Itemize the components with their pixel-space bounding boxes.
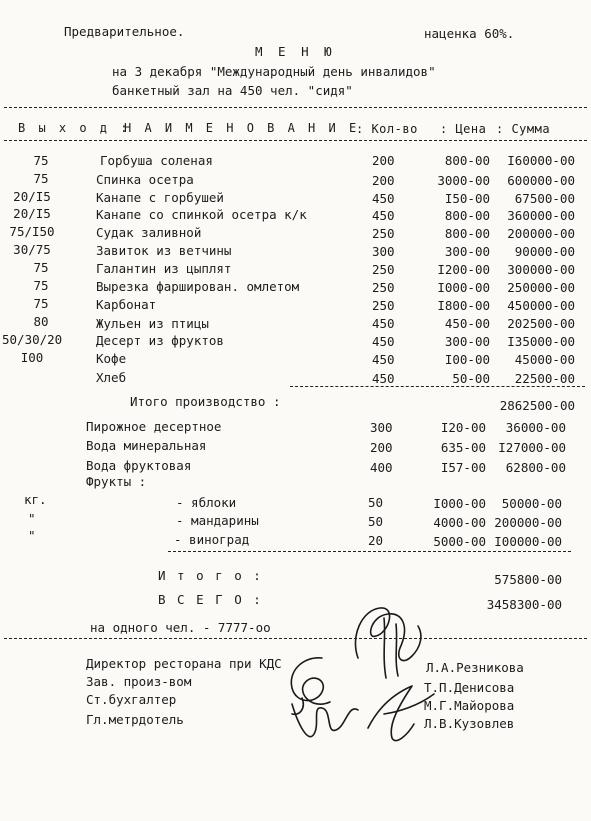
row-price: I50-00 [444, 191, 490, 206]
signature-role: Директор ресторана при КДС [86, 656, 282, 671]
row-price: I000-00 [437, 280, 490, 295]
page-title: М Е Н Ю [255, 44, 336, 59]
row-output: 75 [33, 278, 49, 293]
row-output: I00 [20, 350, 44, 365]
row-name: Карбонат [96, 297, 157, 312]
row-name: Горбуша соленая [100, 153, 213, 168]
row-sum: I35000-00 [507, 334, 575, 349]
row-name: Вырезка фарширован. омлетом [96, 279, 300, 294]
row-qty: 450 [372, 316, 395, 331]
row-price: I000-00 [433, 496, 486, 511]
signature-role: Зав. произ-вом [86, 674, 192, 689]
row-sum: 202500-00 [507, 316, 575, 331]
row-output: 75 [33, 260, 49, 275]
row-price: 4000-00 [433, 515, 486, 530]
divider-extras [168, 551, 571, 552]
itogo-sum: 575800-00 [494, 572, 562, 587]
row-name: Канапе с горбушей [96, 190, 224, 205]
document-status: Предварительное. [64, 24, 185, 39]
event-description: на 3 декабря "Международный день инвалидов" [112, 64, 436, 79]
row-sum: 45000-00 [514, 352, 575, 367]
row-name: Жульен из птицы [96, 316, 209, 331]
row-qty: 300 [372, 244, 395, 259]
signature-name: М.Г.Майорова [424, 698, 515, 713]
row-price: I20-00 [440, 420, 486, 435]
row-qty: 200 [370, 440, 393, 455]
column-price: : Цена [440, 122, 487, 136]
row-sum: 90000-00 [514, 244, 575, 259]
row-name: Судак заливной [96, 225, 202, 240]
row-output: 30/75 [13, 242, 51, 257]
row-name: Канапе со спинкой осетра к/к [96, 207, 307, 222]
handwritten-signature [340, 596, 430, 688]
vsego-sum: 3458300-00 [486, 597, 562, 612]
signature-name: Т.П.Денисова [424, 680, 515, 695]
itogo-label: И т о г о : [158, 568, 263, 583]
row-qty: 250 [372, 262, 395, 277]
production-total-sum: 2862500-00 [499, 398, 575, 413]
row-output: 20/I5 [13, 189, 51, 204]
row-sum: 360000-00 [507, 208, 575, 223]
row-output: кг. [24, 492, 47, 507]
row-price: I57-00 [440, 460, 486, 475]
row-price: I200-00 [437, 262, 490, 277]
column-name: Н А И М Е Н О В А Н И Е [124, 121, 360, 135]
divider-subtotal [290, 386, 585, 387]
row-output: 75/I50 [9, 224, 55, 239]
row-sum: 67500-00 [514, 191, 575, 206]
row-qty: 450 [372, 334, 395, 349]
markup-note: наценка 60%. [424, 26, 515, 41]
row-price: 300-00 [444, 244, 490, 259]
row-output: 75 [33, 171, 49, 186]
row-price: 450-00 [444, 316, 490, 331]
row-output: 20/I5 [13, 206, 51, 221]
row-output: " [28, 528, 36, 543]
row-sum: I60000-00 [507, 153, 575, 168]
row-qty: 200 [372, 173, 395, 188]
row-qty: 400 [370, 460, 393, 475]
row-price: 800-00 [444, 226, 490, 241]
row-name: Спинка осетра [96, 172, 194, 187]
row-qty: 250 [372, 226, 395, 241]
row-output: 75 [33, 296, 49, 311]
row-sum: I00000-00 [494, 534, 562, 549]
row-name: - мандарины [176, 513, 259, 528]
production-total-label: Итого производство : [130, 394, 281, 409]
row-sum: 250000-00 [507, 280, 575, 295]
row-qty: 300 [370, 420, 393, 435]
column-sum: : Сумма [496, 122, 551, 136]
row-name: Галантин из цыплят [96, 261, 232, 276]
row-output: 50/30/20 [2, 332, 63, 347]
signature-name: Л.А.Резникова [426, 660, 524, 675]
row-qty: 450 [372, 208, 395, 223]
row-output: 75 [33, 153, 49, 168]
row-qty: 50 [368, 495, 384, 510]
row-sum: 600000-00 [507, 173, 575, 188]
vsego-label: В С Е Г О : [158, 592, 263, 607]
row-name: - виноград [174, 532, 250, 547]
divider-top [4, 107, 587, 108]
row-name: Фрукты : [86, 474, 147, 489]
row-price: 5000-00 [433, 534, 486, 549]
row-qty: 50 [368, 514, 384, 529]
row-sum: 22500-00 [514, 371, 575, 386]
row-qty: 20 [368, 533, 384, 548]
row-price: I00-00 [444, 352, 490, 367]
handwritten-signature [288, 684, 438, 754]
divider-bottom [4, 638, 587, 639]
signature-role: Ст.бухгалтер [86, 692, 177, 707]
column-qty: : Кол-во [356, 122, 418, 136]
row-qty: 450 [372, 352, 395, 367]
signature-name: Л.В.Кузовлев [424, 716, 515, 731]
row-name: Кофе [96, 351, 127, 366]
row-qty: 250 [372, 298, 395, 313]
row-qty: 450 [372, 371, 395, 386]
row-name: Пирожное десертное [86, 419, 222, 434]
row-name: Вода фруктовая [86, 458, 192, 473]
row-name: Хлеб [96, 370, 127, 385]
row-qty: 200 [372, 153, 395, 168]
row-output: 80 [33, 314, 49, 329]
row-qty: 250 [372, 280, 395, 295]
row-price: 800-00 [444, 153, 490, 168]
row-name: Вода минеральная [86, 438, 207, 453]
signature-role: Гл.метрдотель [86, 712, 184, 727]
row-price: 3000-00 [437, 173, 490, 188]
per-person-cost: на одного чел. - 7777-оо [90, 620, 271, 635]
row-qty: 450 [372, 191, 395, 206]
row-price: I800-00 [437, 298, 490, 313]
row-price: 800-00 [444, 208, 490, 223]
row-name: - яблоки [176, 495, 237, 510]
row-price: 635-00 [440, 440, 486, 455]
row-output: " [28, 511, 36, 526]
row-sum: I27000-00 [498, 440, 566, 455]
row-price: 50-00 [452, 371, 490, 386]
row-name: Завиток из ветчины [96, 243, 232, 258]
row-name: Десерт из фруктов [96, 333, 224, 348]
row-sum: 450000-00 [507, 298, 575, 313]
row-sum: 200000-00 [494, 515, 562, 530]
row-sum: 36000-00 [505, 420, 566, 435]
row-sum: 62800-00 [505, 460, 566, 475]
divider-header [4, 140, 587, 141]
venue-description: банкетный зал на 450 чел. "сидя" [112, 83, 353, 98]
row-sum: 50000-00 [501, 496, 562, 511]
row-sum: 300000-00 [507, 262, 575, 277]
row-sum: 200000-00 [507, 226, 575, 241]
column-output: В ы х о д : [18, 121, 131, 135]
row-price: 300-00 [444, 334, 490, 349]
